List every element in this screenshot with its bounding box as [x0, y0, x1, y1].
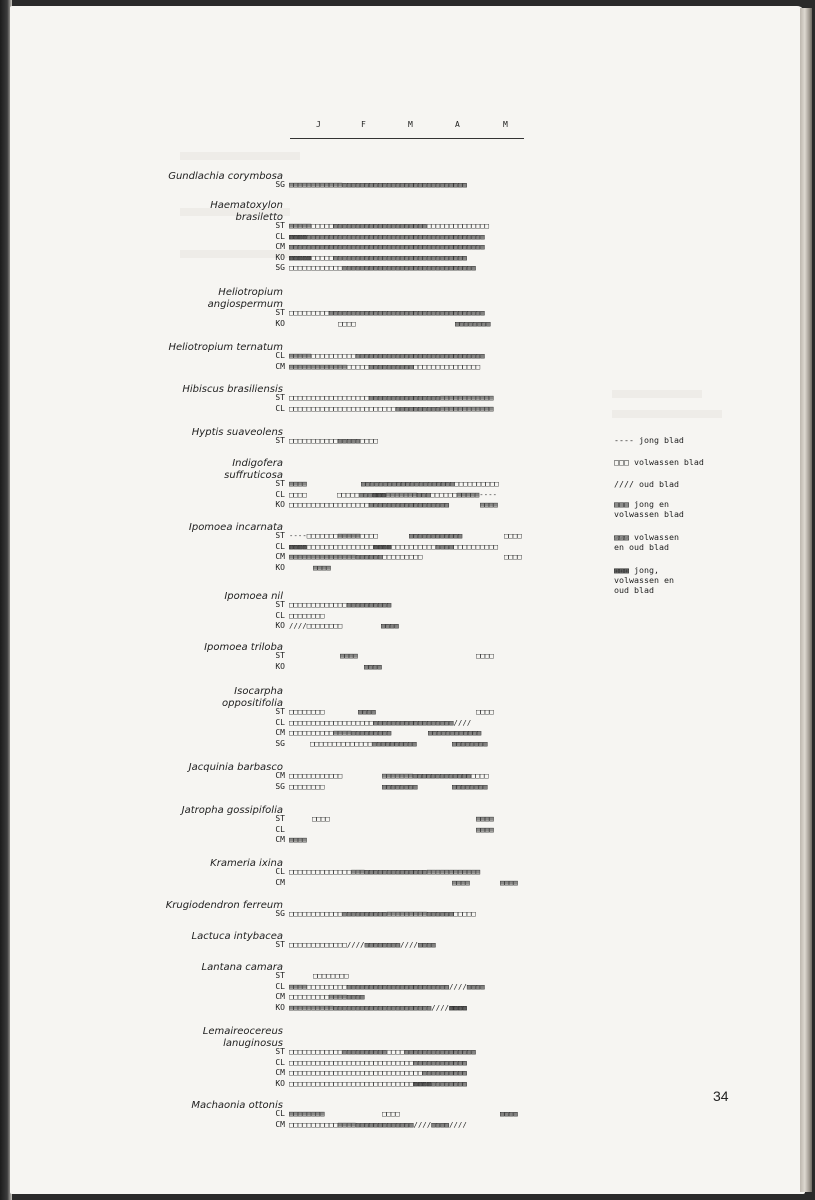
species-name: Heliotropium ternatum	[168, 342, 283, 353]
legend-entry: //// oud blad	[614, 479, 679, 489]
species-name: oppositifolia	[222, 698, 283, 709]
site-code: SG	[275, 263, 285, 273]
species-name: Krameria ixina	[210, 858, 283, 869]
site-code: ST	[275, 1047, 285, 1056]
species-name: Isocarpha	[234, 686, 283, 697]
species-name: Ipomoea nil	[224, 591, 283, 602]
site-code: KO	[275, 621, 285, 631]
page-edge	[800, 8, 812, 1192]
phenology-bar: □□□□	[504, 531, 522, 540]
species-name: Lactuca intybacea	[191, 931, 283, 942]
phenology-bar: □□□□□□□□	[289, 781, 325, 791]
site-code: ST	[275, 707, 285, 716]
species-name: Hibiscus brasiliensis	[182, 384, 283, 395]
phenology-bar: ▤▤▤▤	[289, 479, 307, 488]
site-code: CM	[275, 835, 285, 845]
site-code: CL	[275, 981, 285, 991]
phenology-bar: ▨▨▨▨▨▨▨▨	[382, 781, 418, 791]
site-code: CL	[275, 231, 285, 241]
phenology-bar: ▨▨▨▨▨▨▨▨▨▨▨▨▨▨▨▨▨▨▨▨▨□□□□□□□□□□	[361, 479, 499, 488]
site-code: CM	[275, 1119, 285, 1129]
site-code: CL	[275, 610, 285, 620]
phenology-bar: □□□□□□□□□□□□□□□□□□▨▨▨▨▨▨▨▨▨▨▨▨▨▨▨▨▨▨	[289, 500, 450, 510]
phenology-bar: □□□□□▨▨▨▩▩▩▤▤▤▤▤▤▤▨▨▨□□□□□□▤▤▤▤▤----	[337, 489, 498, 499]
phenology-bar: ▤▤▤▤	[313, 562, 331, 572]
site-code: CL	[275, 824, 285, 834]
month-label: A	[455, 120, 460, 129]
legend-entry: ▨▨▨ volwassen	[614, 532, 679, 542]
phenology-bar: □□□□□□□□□□□□□▨▨▨▨▨▨▨▨▨▨	[289, 600, 392, 609]
site-code: ST	[275, 531, 285, 540]
site-code: ST	[275, 393, 285, 402]
phenology-bar: ▤▤▤▤	[476, 814, 494, 823]
month-label: M	[503, 120, 508, 129]
phenology-bar: ▨▨▨▨▨▨▨▨	[452, 781, 488, 791]
legend-entry: □□□ volwassen blad	[614, 457, 704, 467]
phenology-bar: □□□□□□□□	[289, 610, 325, 620]
phenology-bar: □□□□□□□□□□□□	[289, 771, 343, 780]
site-code: SG	[275, 781, 285, 791]
species-name: Krugiodendron ferreum	[165, 900, 283, 911]
site-code: ST	[275, 971, 285, 980]
phenology-bar: □□□□	[312, 814, 330, 823]
phenology-bar: ▤▤▤▤	[480, 500, 498, 510]
phenology-bar: □□□□□□□□□▤▤▤▤▨▨▨▨	[289, 992, 365, 1002]
phenology-bar: ----□□□□□□□▤▤▤▤▤□□□□	[289, 531, 378, 540]
phenology-bar: ▤▤▤▤	[289, 835, 307, 845]
legend-entry: ▤▤▤ jong en	[614, 499, 669, 509]
phenology-bar: ▨▨▨▨	[381, 621, 399, 631]
site-code: CL	[275, 1109, 285, 1118]
species-name: Indigofera	[232, 458, 283, 469]
phenology-bar: □□□□□□□□□□□□□□▤▤▤▨▨▨▨▨▨▨▨▨▨▨▨▨▨▤▤▤▤▤▤▤▤▤▤▤▤	[289, 867, 481, 876]
site-code: ST	[275, 479, 285, 488]
site-code: CL	[275, 1057, 285, 1067]
site-code: KO	[275, 562, 285, 572]
phenology-bar: ▤▤▤▤▤□□□□□▨▨▨▨▨▨▨▨▨▨▨▨▨▨▨▨▨▨▨▨▨□□□□□□□□□□□□□□	[289, 221, 490, 230]
site-code: CL	[275, 541, 285, 551]
site-code: CL	[275, 351, 285, 360]
site-code: KO	[275, 252, 285, 262]
phenology-bar: □□□□□□□□□□□□▨▨▨▨▨▨▨▨▨▨□□□□▨▨▨▨▨▨▨▨▨▨▨▨▨▨▨▨	[289, 1047, 476, 1056]
phenology-bar: □□□□□□□□	[289, 707, 325, 716]
phenology-bar: □□□□□□□□□□□□□□□□□□□▨▨▨▨▨▨▨▨▨▨▨▨▨▨▨▨▨▨////	[289, 717, 472, 727]
site-code: ST	[275, 436, 285, 445]
site-code: CL	[275, 717, 285, 727]
site-code: CM	[275, 552, 285, 562]
phenology-bar: ▤▤▤▤	[340, 651, 358, 660]
phenology-bar: □□□□	[338, 318, 356, 328]
site-code: CM	[275, 877, 285, 887]
phenology-bar: ▤▤▤▤□□□□□□□□□▨▨▨▨▨▨▨▨▨▨▨▨▨▨▨▨▨▨▨▨▨▨▨////▨▨▨▨	[289, 981, 485, 991]
species-name: Ipomoea incarnata	[188, 522, 283, 533]
species-name: suffruticosa	[224, 470, 283, 481]
phenology-bar: □□□□	[476, 707, 494, 716]
site-code: CM	[275, 361, 285, 371]
species-name: brasiletto	[235, 212, 283, 223]
phenology-bar: ▤▤▤▤	[476, 824, 494, 834]
species-name: lanuginosus	[223, 1038, 283, 1049]
phenology-bar: ▤▤▤▤▤▤▤▤▤▤▨▨▨▨▨▨▨▨▨▨▨▨▨▨▨▨▨▨▨▨▨▨////▩▩▩▩	[289, 1002, 467, 1012]
phenology-bar: ▨▨▨▨	[500, 1109, 518, 1118]
phenology-bar: ▨▨▨▨▨▨▨▨	[452, 738, 488, 748]
phenology-bar: ▩▩▩▩▩□□□□□▨▨▨▨▨▨▨▨▨▨▨▨▨▨▨▨▨▨▨▨▨▨▨▨▨▨▨▨▨▨	[289, 252, 467, 262]
species-name: angiospermum	[207, 299, 283, 310]
site-code: CL	[275, 867, 285, 876]
phenology-bar: ▨▨▨▨▨▨▨▨▨▨▨▨	[409, 531, 463, 540]
site-code: CL	[275, 403, 285, 413]
phenology-bar: ▩▩▩▩▨▨▨▨▨▨▨▨▨▨▨▨▨▨▨▨▨▨▨▨▨▨▨▨▨▨▨▨▨▨▨▨▨▨▨▨▨▨▨▨	[289, 231, 485, 241]
site-code: KO	[275, 318, 285, 328]
phenology-bar: □□□□□□□□□□□□□□□□□□□□□□□□□□□□□□▨▨▨▨▨▨▨▨▨▨	[289, 1068, 467, 1078]
phenology-bar: ▤▤▤▤▤▤▤▤	[289, 1109, 325, 1118]
site-code: CM	[275, 242, 285, 252]
phenology-bar: ▤▤▤▤▤▤▤▤▤▤▤▤▤▤▤▨▨▨▨▨▨□□□□□□□□□	[289, 552, 423, 562]
site-code: ST	[275, 814, 285, 823]
page-number: 34	[713, 1088, 729, 1104]
phenology-bar: ////□□□□□□□□	[289, 621, 343, 631]
legend-entry: en oud blad	[614, 542, 669, 552]
phenology-bar: □□□□□□□□□□□□□////▨▨▨▨▨▨▨▨////▨▨▨▨	[289, 940, 436, 949]
site-code: KO	[275, 661, 285, 671]
species-name: Gundlachia corymbosa	[168, 171, 283, 182]
phenology-bar: ▤▤▤▤	[452, 877, 470, 887]
phenology-bar: ▤▤▤▤▤▤▤▤▤▤▤▤▨▨▨▨▨▨▨▨▨▨▨▨▨▨▨▨▨▨▨▨▨▨▨▨▨▨▨▨	[289, 180, 467, 189]
site-code: KO	[275, 500, 285, 510]
phenology-bar: □□□□□□□□□□□▤▤▤▤▨▨▨▨▨▨▨▨▨▨▨▨▨////▨▨▨▨////	[289, 1119, 467, 1129]
phenology-bar: □□□□□□□□□□□□□□□□□□□□□□□□□□□□▨▨▨▨▨▨▨▨▨▨▨▨	[289, 1057, 467, 1067]
phenology-bar: ▤▤▤▤▤▤▤▨▨▨▨▨▨▨▨▨▨▨▨▨□□□□	[382, 771, 489, 780]
phenology-bar: □□□□□□□□□□□▨▨▨▨▨□□□□	[289, 436, 378, 445]
site-code: ST	[275, 651, 285, 660]
legend-entry: ▩▩▩ jong,	[614, 565, 659, 575]
month-label: M	[408, 120, 413, 129]
phenology-bar: ▤▤▤▤▤▤▤▤▤▤▤▤▤□□□□□▨▨▨▨▨▨▨▨▨▨□□□□□□□□□□□□□□□	[289, 361, 481, 371]
month-label: F	[361, 120, 366, 129]
phenology-bar: ▨▨▨▨	[364, 661, 382, 671]
species-name: Heliotropium	[218, 287, 283, 298]
site-code: CM	[275, 992, 285, 1002]
site-code: ST	[275, 600, 285, 609]
month-label: J	[316, 120, 321, 129]
legend-entry: volwassen blad	[614, 509, 684, 519]
phenology-bar: ▩▩▩▩□□□□□□□□□□□□□□□▩▩▩▩□□□□□□□□□□▨▨▨▨□□□□□□□□□□	[289, 541, 499, 551]
species-name: Jatropha gossipifolia	[181, 805, 283, 816]
site-code: ST	[275, 308, 285, 317]
species-name: Haematoxylon	[210, 200, 283, 211]
phenology-bar: □□□□	[504, 552, 522, 562]
site-code: ST	[275, 940, 285, 949]
site-code: SG	[275, 180, 285, 189]
site-code: SG	[275, 738, 285, 748]
phenology-bar: □□□□□□□□	[313, 971, 349, 980]
legend-entry: volwassen en	[614, 575, 674, 585]
site-code: CM	[275, 1068, 285, 1078]
species-name: Ipomoea triloba	[204, 642, 283, 653]
phenology-bar: □□□□□□□□□□□□□□□□□□□□□□□□□□□□▩▩▩▩▨▨▨▨▨▨▨▨	[289, 1078, 467, 1088]
phenology-bar: ▨▨▨▨▨▨▨▨	[455, 318, 491, 328]
phenology-bar: □□□□□□□□□▨▨▨▨▨▨▨▨▨▨▨▨▨▨▨▨▨▨▨▨▨▨▨▨▨▨▨▨▨▨▨▨▨▨▨	[289, 308, 485, 317]
site-code: SG	[275, 909, 285, 918]
legend-entry: oud blad	[614, 585, 654, 595]
site-code: CL	[275, 489, 285, 499]
legend-entry: ---- jong blad	[614, 435, 684, 445]
phenology-bar: □□□□□□□□□□□□□□▨▨▨▨▨▨▨▨▨▨	[310, 738, 417, 748]
phenology-bar: ▨▨▨▨▨▨▨▨▨▨▨▨▨▨▨▨▨▨▨▨▨▨▨▨▨▨▨▨▨▨▨▨▨▨▨▨▨▨▨▨▨▨▨▨	[289, 242, 485, 252]
species-name: Lantana camara	[201, 962, 283, 973]
species-name: Hyptis suaveolens	[191, 427, 283, 438]
phenology-bar: □□□□□□□□□□□□▨▨▨▨▨▨▨▨▨▨▤▤▤▤▤▤▤▤▤▨▨▨▨▨▨□□□□□	[289, 909, 476, 918]
phenology-bar: □□□□□□□□□□□□□□□□□□□□□□□□▨▨▨▨▨▨▨▨▨▨▤▤▤▤▤▤▤▤▤▤▤▤	[289, 403, 494, 413]
site-code: CM	[275, 771, 285, 780]
phenology-bar: □□□□	[382, 1109, 400, 1118]
species-name: Machaonia ottonis	[191, 1100, 283, 1111]
phenology-bar: □□□□	[289, 489, 307, 499]
phenology-bar: □□□□□□□□□□□□□□□□□□▨▨▨▨▨▨▨▨▨▨▨▨▨▨▨▨▤▤▤▤▤▤▤▤▤▤▤▤	[289, 393, 494, 402]
phenology-bar: ▨▨▨▨	[358, 707, 376, 716]
phenology-bar: ▤▤▤▤	[500, 877, 518, 887]
site-code: CM	[275, 728, 285, 738]
species-name: Jacquinia barbasco	[188, 762, 283, 773]
phenology-bar: □□□□□□□□□□▤▤▤▤▨▨▨▨▨▨▨▨▨	[289, 728, 392, 738]
phenology-bar: ▨▨▨▨▨▨▨▨▨▨▨▨	[428, 728, 482, 738]
phenology-bar: ▤▤▤▤▤□□□□□□□□□□▨▨▨▨▨▨▨▨▨▨▨▨▨▨▨▨▨▨▨▨▨▨▨▨▨▨▨▨▨	[289, 351, 485, 360]
phenology-bar: □□□□	[476, 651, 494, 660]
site-code: KO	[275, 1078, 285, 1088]
phenology-bar: □□□□□□□□□□□□▨▨▨▨▨▨▨▨▨▨▨▨▨▨▨▨▨▨▨▨▨▨▨▨▨▨▨▨▨▨	[289, 263, 476, 273]
site-code: ST	[275, 221, 285, 230]
species-name: Lemaireocereus	[202, 1026, 283, 1037]
site-code: KO	[275, 1002, 285, 1012]
month-header-rule	[290, 138, 524, 139]
